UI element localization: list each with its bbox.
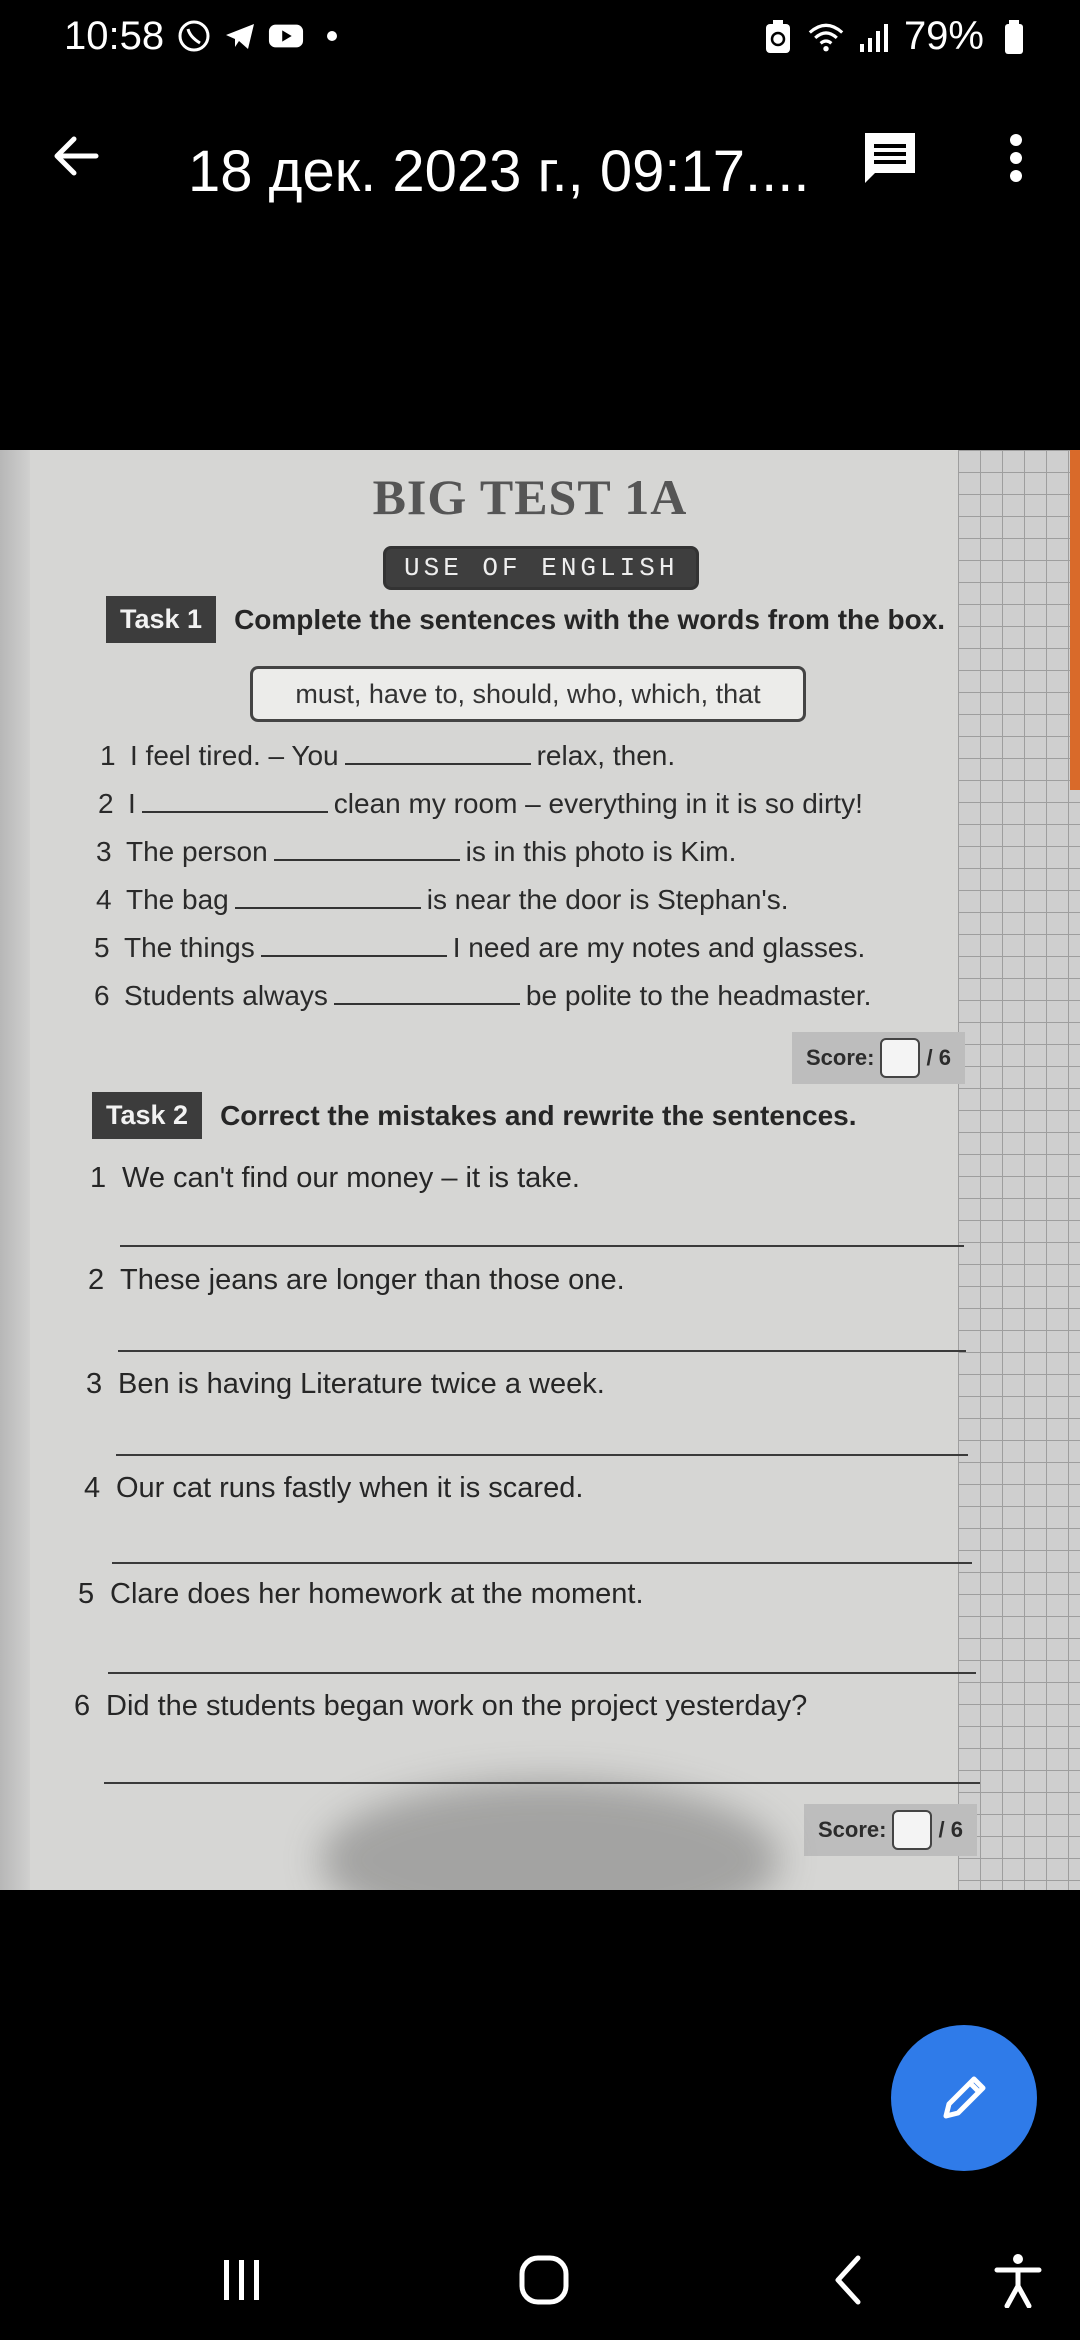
more-vert-icon xyxy=(1006,132,1026,184)
answer-line xyxy=(118,1350,966,1352)
item-text-before: I feel tired. – You xyxy=(130,740,339,771)
telegram-icon xyxy=(222,18,258,54)
back-icon xyxy=(828,2254,868,2306)
item-text-before: Students always xyxy=(124,980,328,1011)
task2-item xyxy=(86,1368,605,1401)
task2-item xyxy=(88,1264,625,1297)
task1-item xyxy=(94,932,865,964)
score-box xyxy=(880,1038,920,1078)
back-nav-button[interactable] xyxy=(808,2244,888,2316)
notification-dot-icon xyxy=(314,18,350,54)
wifi-icon xyxy=(808,19,844,55)
photo-date-title: 18 дек. 2023 г., 09:17.... xyxy=(188,139,810,204)
battery-saver-icon xyxy=(760,19,796,55)
task1-item xyxy=(98,788,863,820)
worksheet-title: BIG TEST 1A xyxy=(372,469,688,525)
task1-instruction: Complete the sentences with the words from the box. xyxy=(234,603,946,635)
task1-item xyxy=(96,836,736,868)
task1-item xyxy=(100,740,675,772)
orange-edge xyxy=(1070,450,1080,790)
item-text: Did the students began work on the project yesterday? xyxy=(106,1690,808,1722)
worksheet-photo[interactable] xyxy=(0,450,1080,1890)
item-number: 1 xyxy=(90,1162,107,1194)
item-number: 4 xyxy=(96,884,112,915)
item-number: 3 xyxy=(86,1368,103,1400)
task2-item xyxy=(74,1690,807,1723)
answer-blank xyxy=(274,837,460,861)
item-text: Clare does her homework at the moment. xyxy=(110,1578,644,1610)
recent-apps-icon xyxy=(218,2258,266,2302)
status-indicators xyxy=(760,14,1032,59)
word-box: must, have to, should, who, which, that xyxy=(250,666,806,722)
viewer-top-bar xyxy=(0,100,1080,220)
answer-line xyxy=(116,1454,968,1456)
task1-item xyxy=(96,884,789,916)
status-time: 10:58 xyxy=(64,14,165,58)
item-number: 1 xyxy=(100,740,116,771)
task2-item xyxy=(90,1162,580,1195)
back-button[interactable] xyxy=(40,120,112,192)
item-text-after: I need are my notes and glasses. xyxy=(452,932,866,963)
task2-header xyxy=(92,1092,857,1139)
item-text-before: I xyxy=(128,788,136,819)
item-number: 4 xyxy=(84,1472,101,1504)
task1-header xyxy=(106,596,945,643)
score-label: Score: xyxy=(806,1045,875,1070)
item-text-before: The bag xyxy=(126,884,229,915)
answer-blank xyxy=(235,885,421,909)
task1-item xyxy=(94,980,871,1012)
accessibility-button[interactable] xyxy=(978,2244,1058,2316)
score-total: / 6 xyxy=(938,1817,963,1842)
item-number: 6 xyxy=(74,1690,91,1722)
signal-icon xyxy=(856,19,892,55)
more-options-button[interactable] xyxy=(980,122,1052,194)
score-label: Score: xyxy=(818,1817,887,1842)
task2-score xyxy=(804,1804,977,1856)
notification-icons xyxy=(176,18,350,54)
item-text: We can't find our money – it is take. xyxy=(122,1162,580,1194)
item-number: 6 xyxy=(94,980,110,1011)
answer-line xyxy=(108,1672,976,1674)
task2-item xyxy=(78,1578,644,1611)
item-number: 5 xyxy=(78,1578,95,1610)
item-text-after: is near the door is Stephan's. xyxy=(426,884,789,915)
item-text-after: relax, then. xyxy=(536,740,676,771)
item-number: 2 xyxy=(98,788,114,819)
item-number: 2 xyxy=(88,1264,105,1296)
back-arrow-icon xyxy=(50,130,102,182)
edit-button[interactable] xyxy=(891,2025,1037,2171)
graph-paper-margin xyxy=(958,450,1080,1890)
answer-blank xyxy=(334,981,520,1005)
viber-icon xyxy=(176,18,212,54)
status-bar xyxy=(0,0,1080,80)
score-total: / 6 xyxy=(926,1045,951,1070)
battery-percent: 79% xyxy=(903,14,984,58)
home-icon xyxy=(518,2254,570,2306)
answer-line xyxy=(112,1562,972,1564)
answer-line xyxy=(120,1245,964,1247)
recent-apps-button[interactable] xyxy=(202,2244,282,2316)
answer-blank xyxy=(142,789,328,813)
answer-blank xyxy=(261,933,447,957)
task2-instruction: Correct the mistakes and rewrite the sentences. xyxy=(220,1099,857,1131)
comments-button[interactable] xyxy=(854,122,926,194)
section-label: USE OF ENGLISH xyxy=(383,546,699,590)
item-text: Our cat runs fastly when it is scared. xyxy=(116,1472,584,1504)
pencil-icon xyxy=(934,2068,994,2128)
finger-shadow xyxy=(320,1780,780,1890)
task1-score xyxy=(792,1032,965,1084)
item-number: 5 xyxy=(94,932,110,963)
battery-icon xyxy=(996,19,1032,55)
score-box xyxy=(892,1810,932,1850)
home-button[interactable] xyxy=(504,2244,584,2316)
item-text-before: The person xyxy=(126,836,268,867)
item-number: 3 xyxy=(96,836,112,867)
item-text-before: The things xyxy=(124,932,255,963)
page-edge xyxy=(0,450,30,1890)
task2-tag: Task 2 xyxy=(92,1092,202,1139)
task1-tag: Task 1 xyxy=(106,596,216,643)
item-text-after: clean my room – everything in it is so dirty! xyxy=(333,788,863,819)
item-text-after: is in this photo is Kim. xyxy=(465,836,737,867)
item-text-after: be polite to the headmaster. xyxy=(525,980,872,1011)
youtube-icon xyxy=(268,18,304,54)
task2-item xyxy=(84,1472,583,1505)
item-text: Ben is having Literature twice a week. xyxy=(118,1368,605,1400)
accessibility-icon xyxy=(993,2252,1043,2308)
item-text: These jeans are longer than those one. xyxy=(120,1264,625,1296)
answer-blank xyxy=(345,741,531,765)
comments-icon xyxy=(861,129,919,187)
system-nav-bar xyxy=(0,2220,1080,2340)
